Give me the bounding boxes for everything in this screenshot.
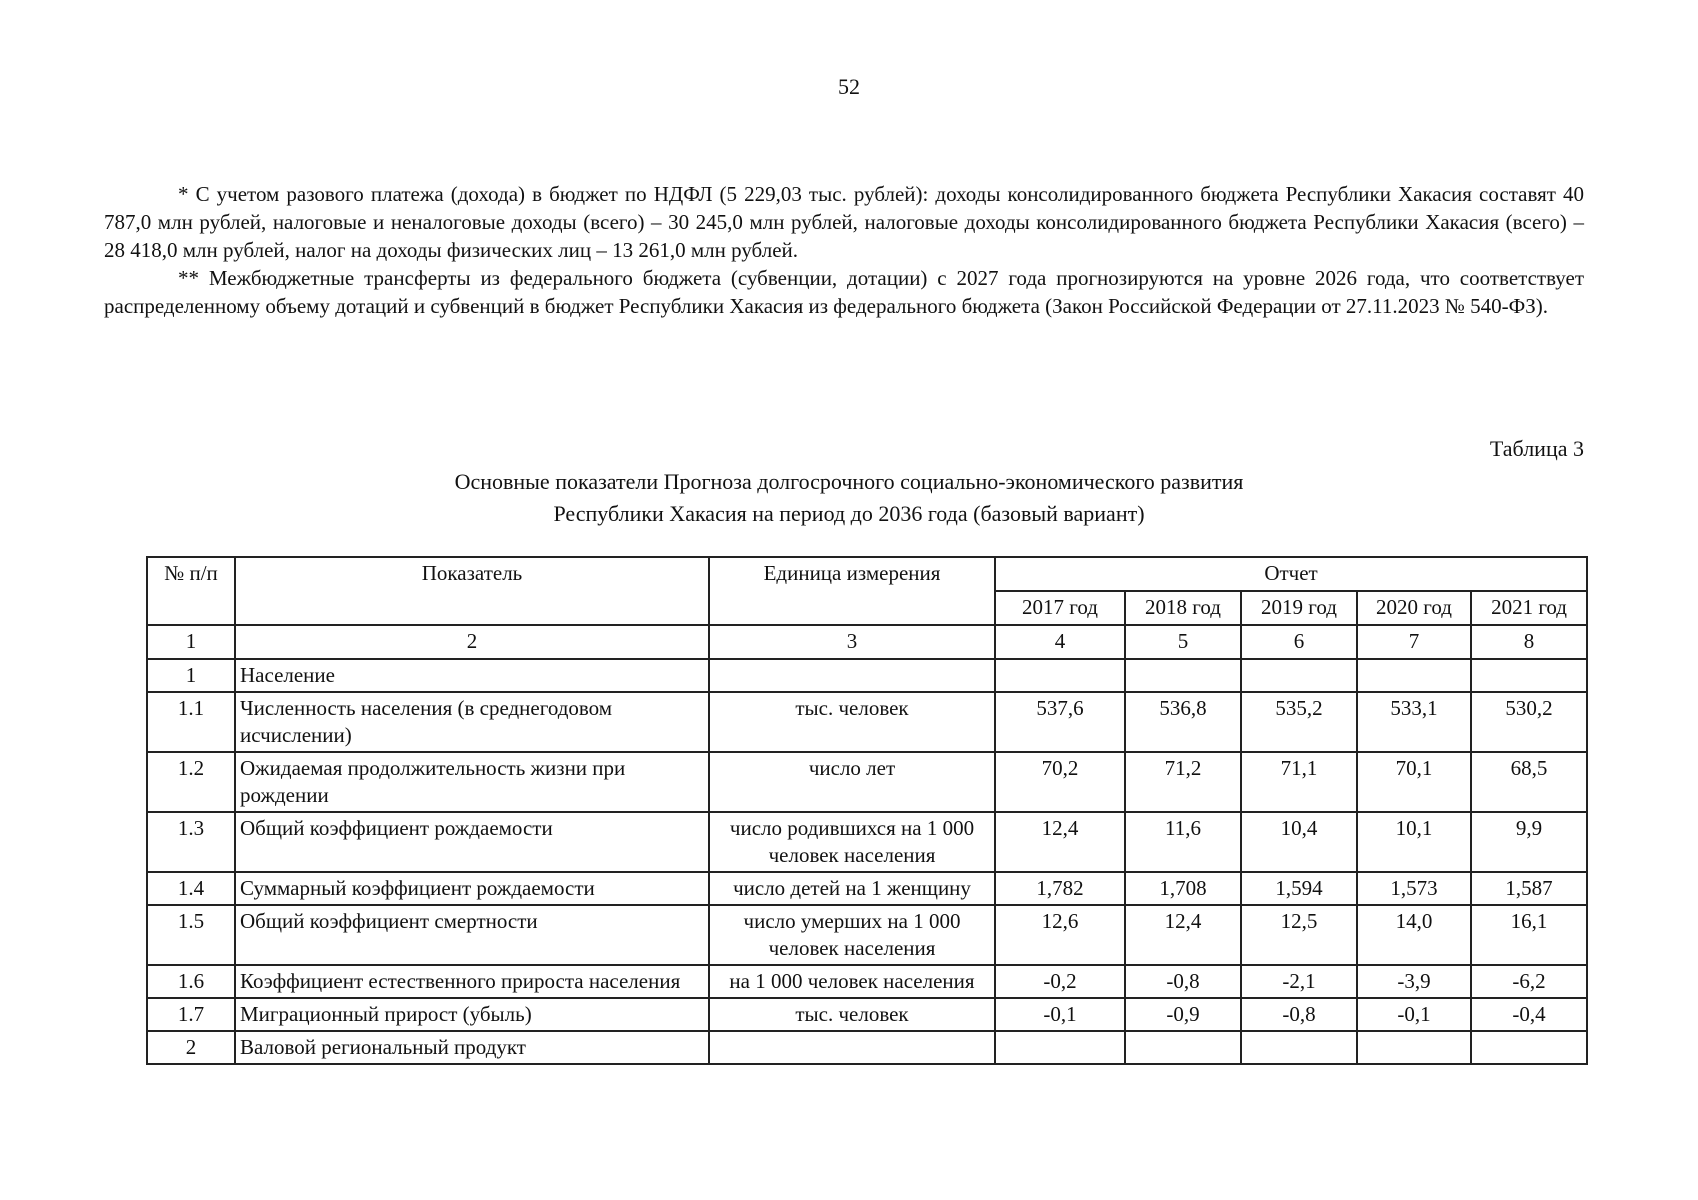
table-row	[147, 872, 1587, 905]
row-value: 71,2	[1125, 752, 1241, 812]
row-value: 70,1	[1357, 752, 1471, 812]
row-value: -0,9	[1125, 998, 1241, 1031]
header-indicator: Показатель	[235, 557, 709, 625]
row-value: 1,587	[1471, 872, 1587, 905]
row-value: -3,9	[1357, 965, 1471, 998]
row-num: 2	[147, 1031, 235, 1064]
row-value: 1,782	[995, 872, 1125, 905]
column-number: 7	[1357, 625, 1471, 659]
row-value: -0,1	[995, 998, 1125, 1031]
row-value	[1241, 1031, 1357, 1064]
table-row	[147, 752, 1587, 812]
row-value: 10,4	[1241, 812, 1357, 872]
header-year: 2019 год	[1241, 591, 1357, 625]
row-num: 1.5	[147, 905, 235, 965]
header-year: 2017 год	[995, 591, 1125, 625]
page-number: 52	[838, 74, 860, 99]
table-row	[147, 905, 1587, 965]
table-row	[147, 659, 1587, 692]
table-label: Таблица 3	[1489, 436, 1584, 461]
column-number: 2	[235, 625, 709, 659]
row-value: 1,708	[1125, 872, 1241, 905]
row-value: 11,6	[1125, 812, 1241, 872]
row-num: 1.3	[147, 812, 235, 872]
row-value	[1471, 1031, 1587, 1064]
row-value: 12,4	[995, 812, 1125, 872]
column-number: 4	[995, 625, 1125, 659]
header-unit: Единица измерения	[709, 557, 995, 625]
column-number: 8	[1471, 625, 1587, 659]
table-row	[147, 692, 1587, 752]
row-value: 16,1	[1471, 905, 1587, 965]
row-value: 530,2	[1471, 692, 1587, 752]
header-num: № п/п	[147, 557, 235, 625]
row-num: 1.2	[147, 752, 235, 812]
row-value: 1,594	[1241, 872, 1357, 905]
table-row	[147, 812, 1587, 872]
row-value: 14,0	[1357, 905, 1471, 965]
table-row	[147, 998, 1587, 1031]
row-value	[1357, 1031, 1471, 1064]
row-indicator: Численность населения (в среднегодовом исчислении)	[235, 692, 709, 752]
row-value: 536,8	[1125, 692, 1241, 752]
row-num: 1	[147, 659, 235, 692]
footnotes	[104, 180, 1584, 320]
row-value: 10,1	[1357, 812, 1471, 872]
row-num: 1.1	[147, 692, 235, 752]
row-value	[1471, 659, 1587, 692]
row-indicator: Валовой региональный продукт	[235, 1031, 709, 1064]
row-value: 1,573	[1357, 872, 1471, 905]
column-numbers-row	[147, 625, 1587, 659]
row-indicator: Общий коэффициент смертности	[235, 905, 709, 965]
column-number: 6	[1241, 625, 1357, 659]
row-indicator: Коэффициент естественного прироста населения	[235, 965, 709, 998]
row-unit: тыс. человек	[709, 998, 995, 1031]
row-indicator: Население	[235, 659, 709, 692]
row-unit	[709, 659, 995, 692]
row-value: -2,1	[1241, 965, 1357, 998]
row-value: 12,6	[995, 905, 1125, 965]
row-value	[1241, 659, 1357, 692]
table-title-line-2: Республики Хакасия на период до 2036 года (базовый вариант)	[553, 501, 1145, 526]
row-value: 533,1	[1357, 692, 1471, 752]
row-value	[1357, 659, 1471, 692]
row-indicator: Миграционный прирост (убыль)	[235, 998, 709, 1031]
row-unit: число родившихся на 1 000 человек населения	[709, 812, 995, 872]
table-row	[147, 1031, 1587, 1064]
row-value: -0,8	[1241, 998, 1357, 1031]
row-value: 537,6	[995, 692, 1125, 752]
row-value: 12,5	[1241, 905, 1357, 965]
table-row	[147, 965, 1587, 998]
row-num: 1.6	[147, 965, 235, 998]
row-value	[1125, 1031, 1241, 1064]
header-report: Отчет	[995, 557, 1587, 591]
row-value: 71,1	[1241, 752, 1357, 812]
footnote-1: * С учетом разового платежа (дохода) в бюджет по НДФЛ (5 229,03 тыс. рублей): доходы консолидированного бюджета Республики Хакасия составят 40 787,0 млн рублей, налоговые и неналоговые доходы (всего) – 30 245,0 млн рублей, налоговые доходы консолидированного бюджета Республики Хакасия (всего) – 28 418,0 млн рублей, налог на доходы физических лиц – 13 261,0 млн рублей.	[104, 182, 1584, 262]
row-unit: тыс. человек	[709, 692, 995, 752]
footnote-2: ** Межбюджетные трансферты из федерального бюджета (субвенции, дотации) с 2027 года прогнозируются на уровне 2026 года, что соответствует распределенному объему дотаций и субвенций в бюджет Республики Хакасия из федерального бюджета (Закон Российской Федерации от 27.11.2023 № 540-ФЗ).	[104, 266, 1584, 318]
header-year: 2018 год	[1125, 591, 1241, 625]
row-num: 1.4	[147, 872, 235, 905]
row-value: -0,4	[1471, 998, 1587, 1031]
row-unit: число умерших на 1 000 человек населения	[709, 905, 995, 965]
header-year: 2020 год	[1357, 591, 1471, 625]
row-value: -0,1	[1357, 998, 1471, 1031]
header-year: 2021 год	[1471, 591, 1587, 625]
row-value	[1125, 659, 1241, 692]
indicators-table	[146, 556, 1588, 1065]
row-value: 9,9	[1471, 812, 1587, 872]
table-title	[0, 466, 1698, 530]
row-value: 70,2	[995, 752, 1125, 812]
row-indicator: Суммарный коэффициент рождаемости	[235, 872, 709, 905]
row-unit: число детей на 1 женщину	[709, 872, 995, 905]
row-num: 1.7	[147, 998, 235, 1031]
row-value	[995, 1031, 1125, 1064]
row-value: 12,4	[1125, 905, 1241, 965]
row-unit	[709, 1031, 995, 1064]
column-number: 3	[709, 625, 995, 659]
row-value: 535,2	[1241, 692, 1357, 752]
row-unit: на 1 000 человек населения	[709, 965, 995, 998]
row-value: -0,8	[1125, 965, 1241, 998]
row-indicator: Ожидаемая продолжительность жизни при рождении	[235, 752, 709, 812]
row-unit: число лет	[709, 752, 995, 812]
row-indicator: Общий коэффициент рождаемости	[235, 812, 709, 872]
row-value	[995, 659, 1125, 692]
row-value: -6,2	[1471, 965, 1587, 998]
row-value: -0,2	[995, 965, 1125, 998]
row-value: 68,5	[1471, 752, 1587, 812]
column-number: 1	[147, 625, 235, 659]
column-number: 5	[1125, 625, 1241, 659]
table-title-line-1: Основные показатели Прогноза долгосрочного социально-экономического развития	[454, 469, 1244, 494]
